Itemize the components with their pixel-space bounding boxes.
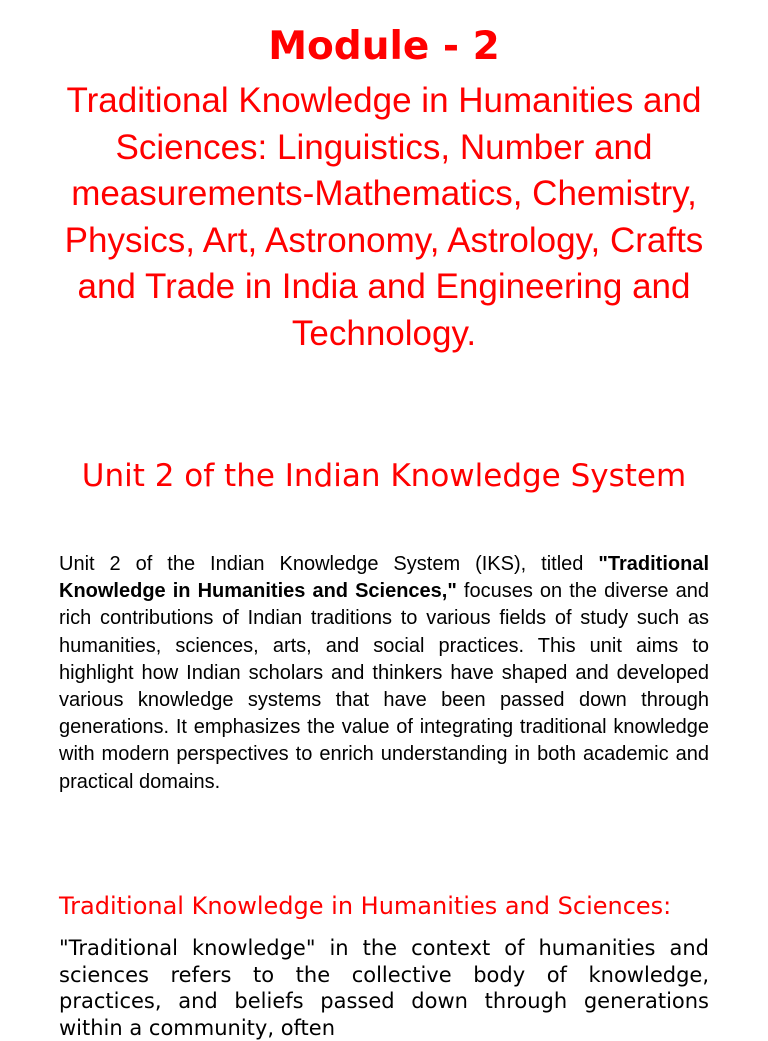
unit-heading: Unit 2 of the Indian Knowledge System bbox=[81, 458, 687, 494]
module-title: Module - 2 bbox=[268, 24, 500, 69]
section-heading: Traditional Knowledge in Humanities and Sciences: bbox=[59, 892, 672, 920]
intro-bold-title: "Traditional Knowledge in Humanities and Sciences," bbox=[59, 553, 709, 603]
module-subtitle: Traditional Knowledge in Humanities and Sciences: Linguistics, Number and measurements-Mathematics, Chemistry, Physics, Art, Astronomy, Astrology, Crafts and Trade in India and Engineering and Technology. bbox=[64, 81, 704, 353]
intro-paragraph bbox=[59, 551, 709, 796]
section-paragraph: "Traditional knowledge" in the context of humanities and sciences refers to the collective body of knowledge, practices, and beliefs passed down through generations within a community, often bbox=[59, 936, 709, 1040]
intro-rest-text: focuses on the diverse and rich contributions of Indian traditions to various fields of study such as humanities, sciences, arts, and social practices. This unit aims to highlight how Indian scholars and thinkers have shaped and developed various knowledge systems that have been passed down through generations. It emphasizes the value of integrating traditional knowledge with modern perspectives to enrich understanding in both academic and practical domains. bbox=[59, 580, 709, 793]
intro-lead-text: Unit 2 of the Indian Knowledge System (IKS), titled bbox=[59, 553, 599, 575]
